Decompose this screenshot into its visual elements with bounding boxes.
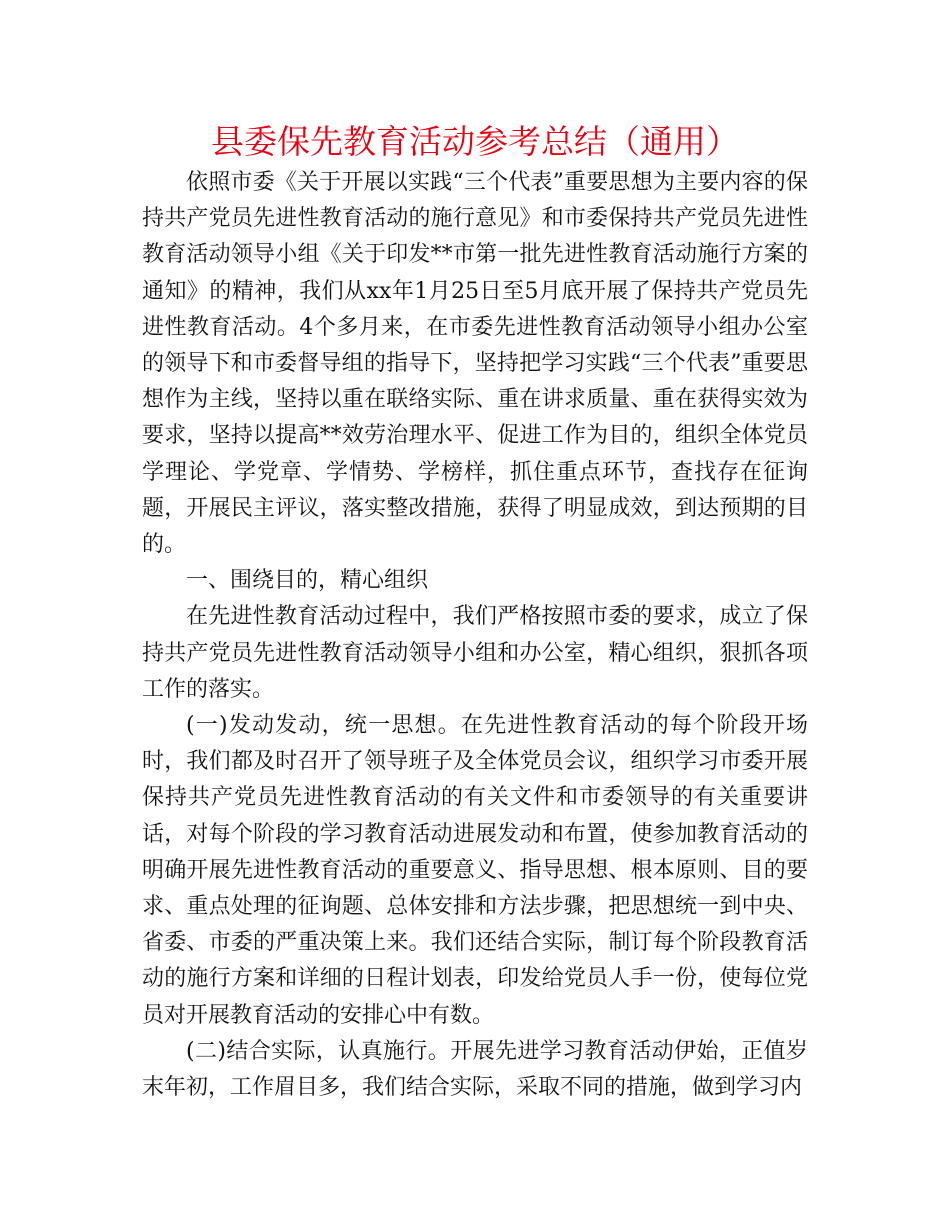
section-paragraph: 在先进性教育活动过程中，我们严格按照市委的要求，成立了保持共产党员先进性教育活动领导小组和办公室，精心组织，狠抓各项工作的落实。: [142, 604, 808, 702]
document-body: [142, 165, 808, 1106]
document-title: 县委保先教育活动参考总结（通用）: [211, 122, 739, 161]
subsection-paragraph-1: (一)发动发动，统一思想。在先进性教育活动的每个阶段开场时，我们都及时召开了领导班子及全体党员会议，组织学习市委开展保持共产党员先进性教育活动的有关文件和市委领导的有关重要讲话，对每个阶段的学习教育活动进展发动和布置，使参加教育活动的明确开展先进性教育活动的重要意义、指导思想、根本原则、目的要求、重点处理的征询题、总体安排和方法步骤，把思想统一到中央、省委、市委的严重决策上来。我们还结合实际，制订每个阶段教育活动的施行方案和详细的日程计划表，印发给党员人手一份，使每位党员对开展教育活动的安排心中有数。: [142, 713, 808, 1028]
section-heading: 一、围绕目的，精心组织: [186, 568, 429, 594]
subsection-paragraph-2: (二)结合实际，认真施行。开展先进学习教育活动伊始，正值岁末年初，工作眉目多，我们结合实际，采取不同的措施，做到学习内: [142, 1038, 808, 1101]
intro-paragraph: 依照市委《关于开展以实践“三个代表”重要思想为主要内容的保持共产党员先进性教育活动的施行意见》和市委保持共产党员先进性教育活动领导小组《关于印发**市第一批先进性教育活动施行方案的通知》的精神，我们从xx年1月25日至5月底开展了保持共产党员先进性教育活动。4个多月来，在市委先进性教育活动领导小组办公室的领导下和市委督导组的指导下，坚持把学习实践“三个代表”重要思想作为主线，坚持以重在联络实际、重在讲求质量、重在获得实效为要求，坚持以提高**效劳治理水平、促进工作为目的，组织全体党员学理论、学党章、学情势、学榜样，抓住重点环节，查找存在征询题，开展民主评议，落实整改措施，获得了明显成效，到达预期的目的。: [142, 170, 808, 558]
